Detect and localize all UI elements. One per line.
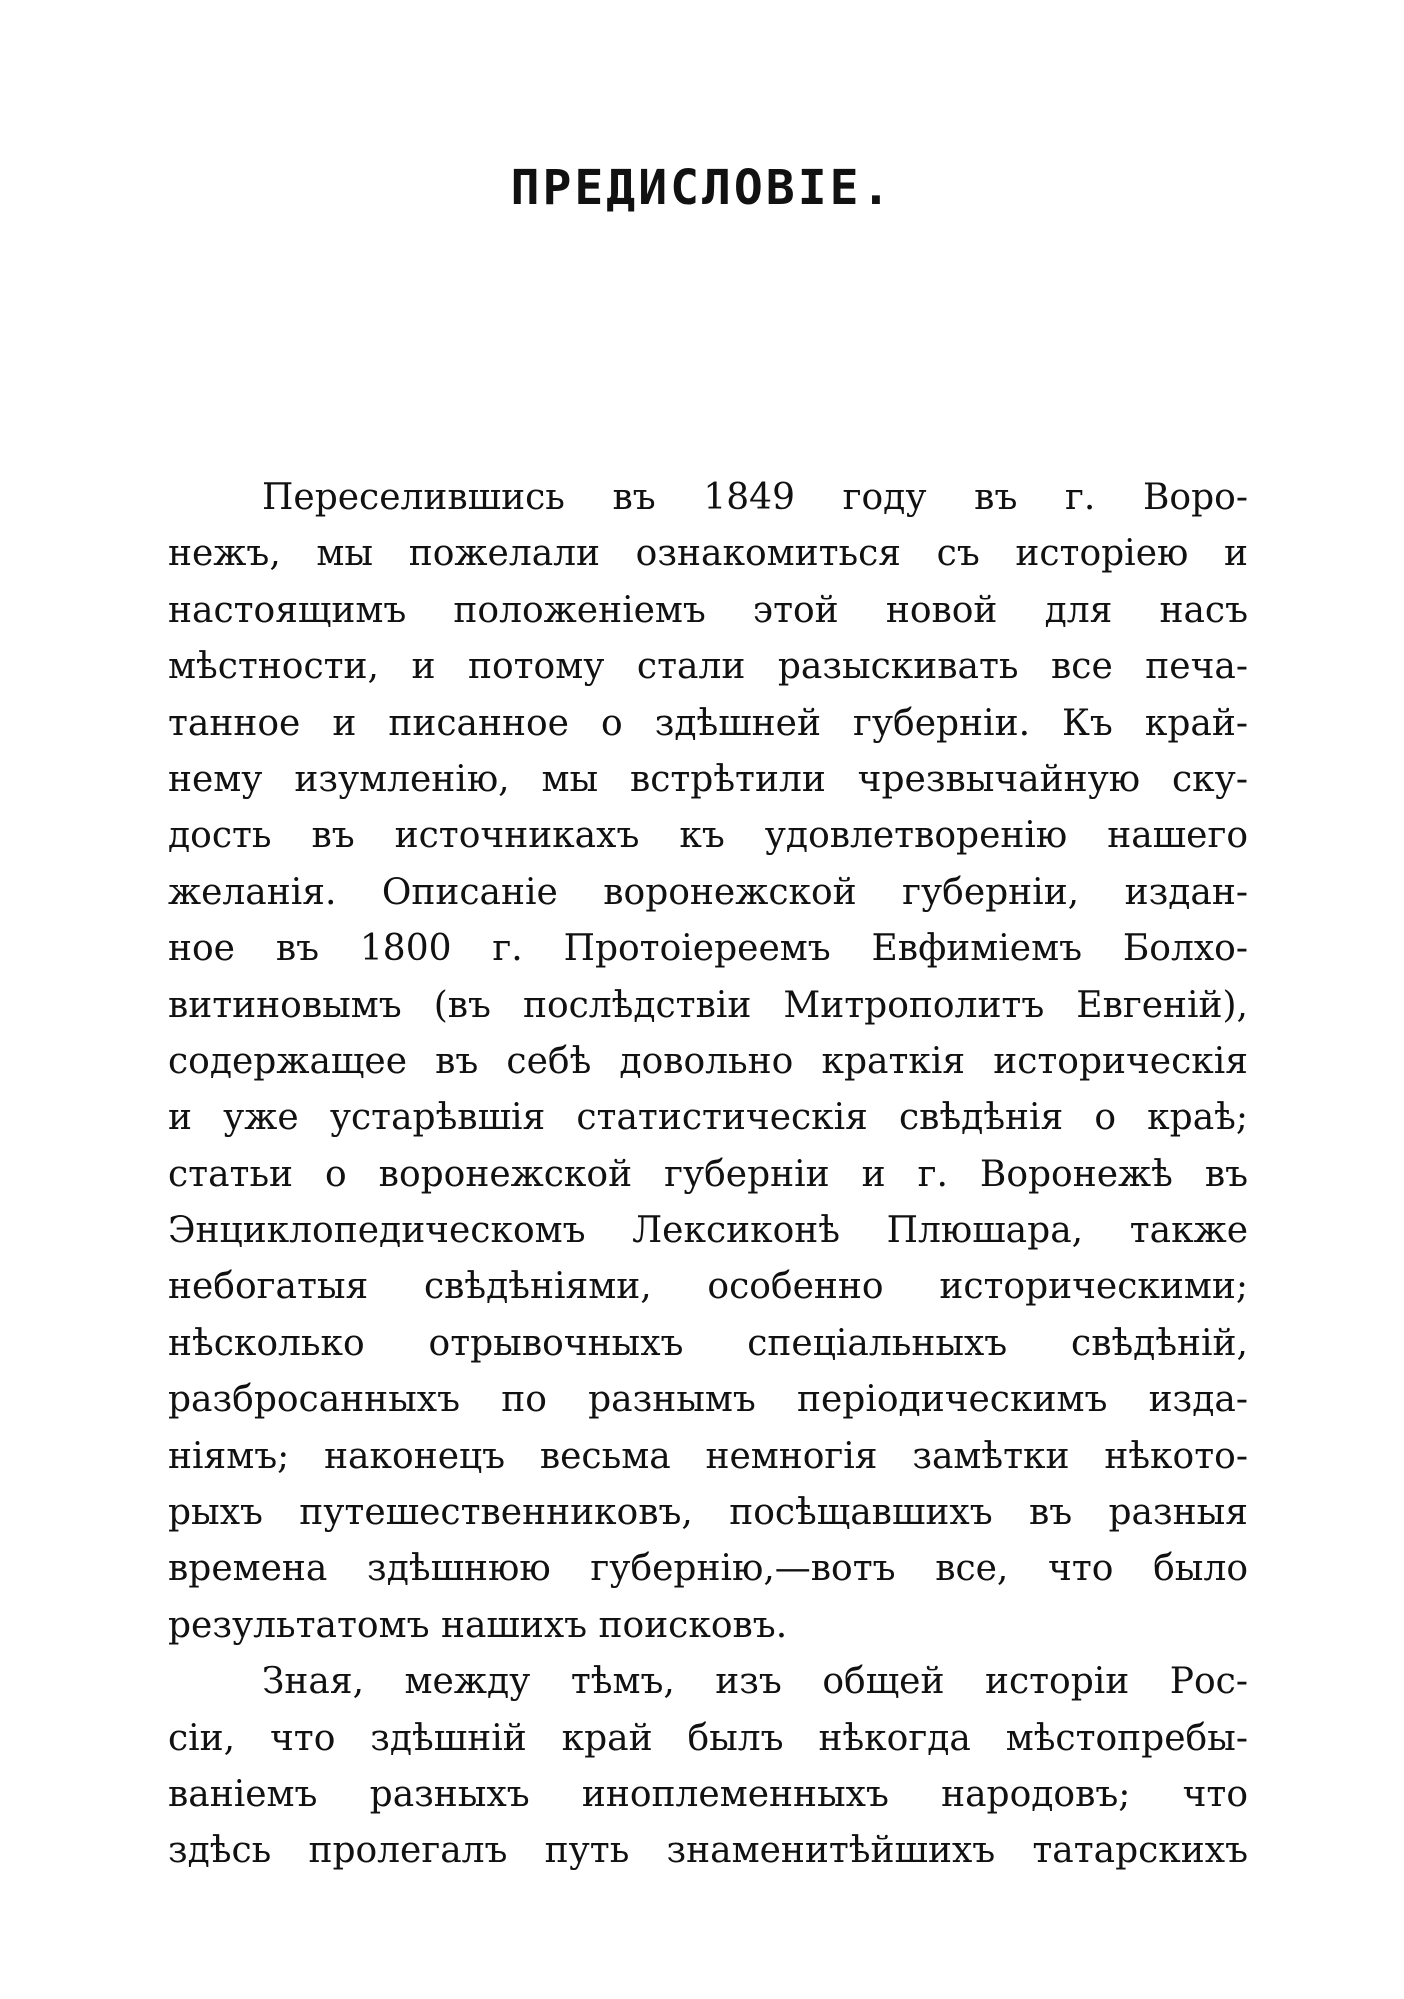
text-line: настоящимъ положеніемъ этой новой для насъ — [168, 589, 1248, 631]
text-line: результатомъ нашихъ поисковъ. — [168, 1604, 788, 1646]
text-line: рыхъ путешественниковъ, посѣщавшихъ въ разныя — [168, 1492, 1248, 1534]
text-line: времена здѣшнюю губернію,—вотъ все, что было — [168, 1548, 1248, 1590]
text-line: мѣстности, и потому стали разыскивать все печа- — [168, 646, 1248, 688]
text-line: и уже устарѣвшія статистическія свѣдѣнія о краѣ; — [168, 1097, 1248, 1139]
text-line: сіи, что здѣшній край былъ нѣкогда мѣстопребы- — [168, 1717, 1248, 1759]
text-line: Переселившись въ 1849 году въ г. Воро- — [262, 477, 1248, 518]
text-line: нежъ, мы пожелали ознакомиться съ исторіею и — [168, 533, 1248, 575]
text-line: ваніемъ разныхъ иноплеменныхъ народовъ; что — [168, 1773, 1248, 1815]
text-line: нему изумленію, мы встрѣтили чрезвычайную ску- — [168, 758, 1248, 800]
text-line: Зная, между тѣмъ, изъ общей исторіи Рос- — [262, 1661, 1248, 1703]
text-line: витиновымъ (въ послѣдствіи Митрополитъ Евгеній), — [168, 984, 1248, 1026]
body-text — [168, 470, 1248, 1880]
text-line: танное и писанное о здѣшней губерніи. Къ край- — [168, 702, 1248, 744]
text-line: статьи о воронежской губерніи и г. Воронежѣ въ — [168, 1153, 1248, 1195]
text-line: Энциклопедическомъ Лексиконѣ Плюшара, также — [168, 1210, 1248, 1252]
text-line: желанія. Описаніе воронежской губерніи, издан- — [168, 871, 1248, 913]
page-title: ПРЕДИСЛОВІЕ. — [510, 160, 894, 216]
text-line: содержащее въ себѣ довольно краткія историческія — [168, 1040, 1248, 1082]
text-line: небогатыя свѣдѣніями, особенно историческими; — [168, 1266, 1248, 1308]
text-line: нѣсколько отрывочныхъ спеціальныхъ свѣдѣній, — [168, 1322, 1248, 1364]
text-line: дость въ источникахъ къ удовлетворенію нашего — [168, 815, 1248, 857]
text-line: ніямъ; наконецъ весьма немногія замѣтки нѣкото- — [168, 1435, 1248, 1477]
text-line: здѣсь пролегалъ путь знаменитѣйшихъ татарскихъ — [168, 1830, 1248, 1872]
text-line: ное въ 1800 г. Протоіереемъ Евфиміемъ Болхо- — [168, 928, 1248, 970]
text-line: разбросанныхъ по разнымъ періодическимъ изда- — [168, 1379, 1248, 1421]
